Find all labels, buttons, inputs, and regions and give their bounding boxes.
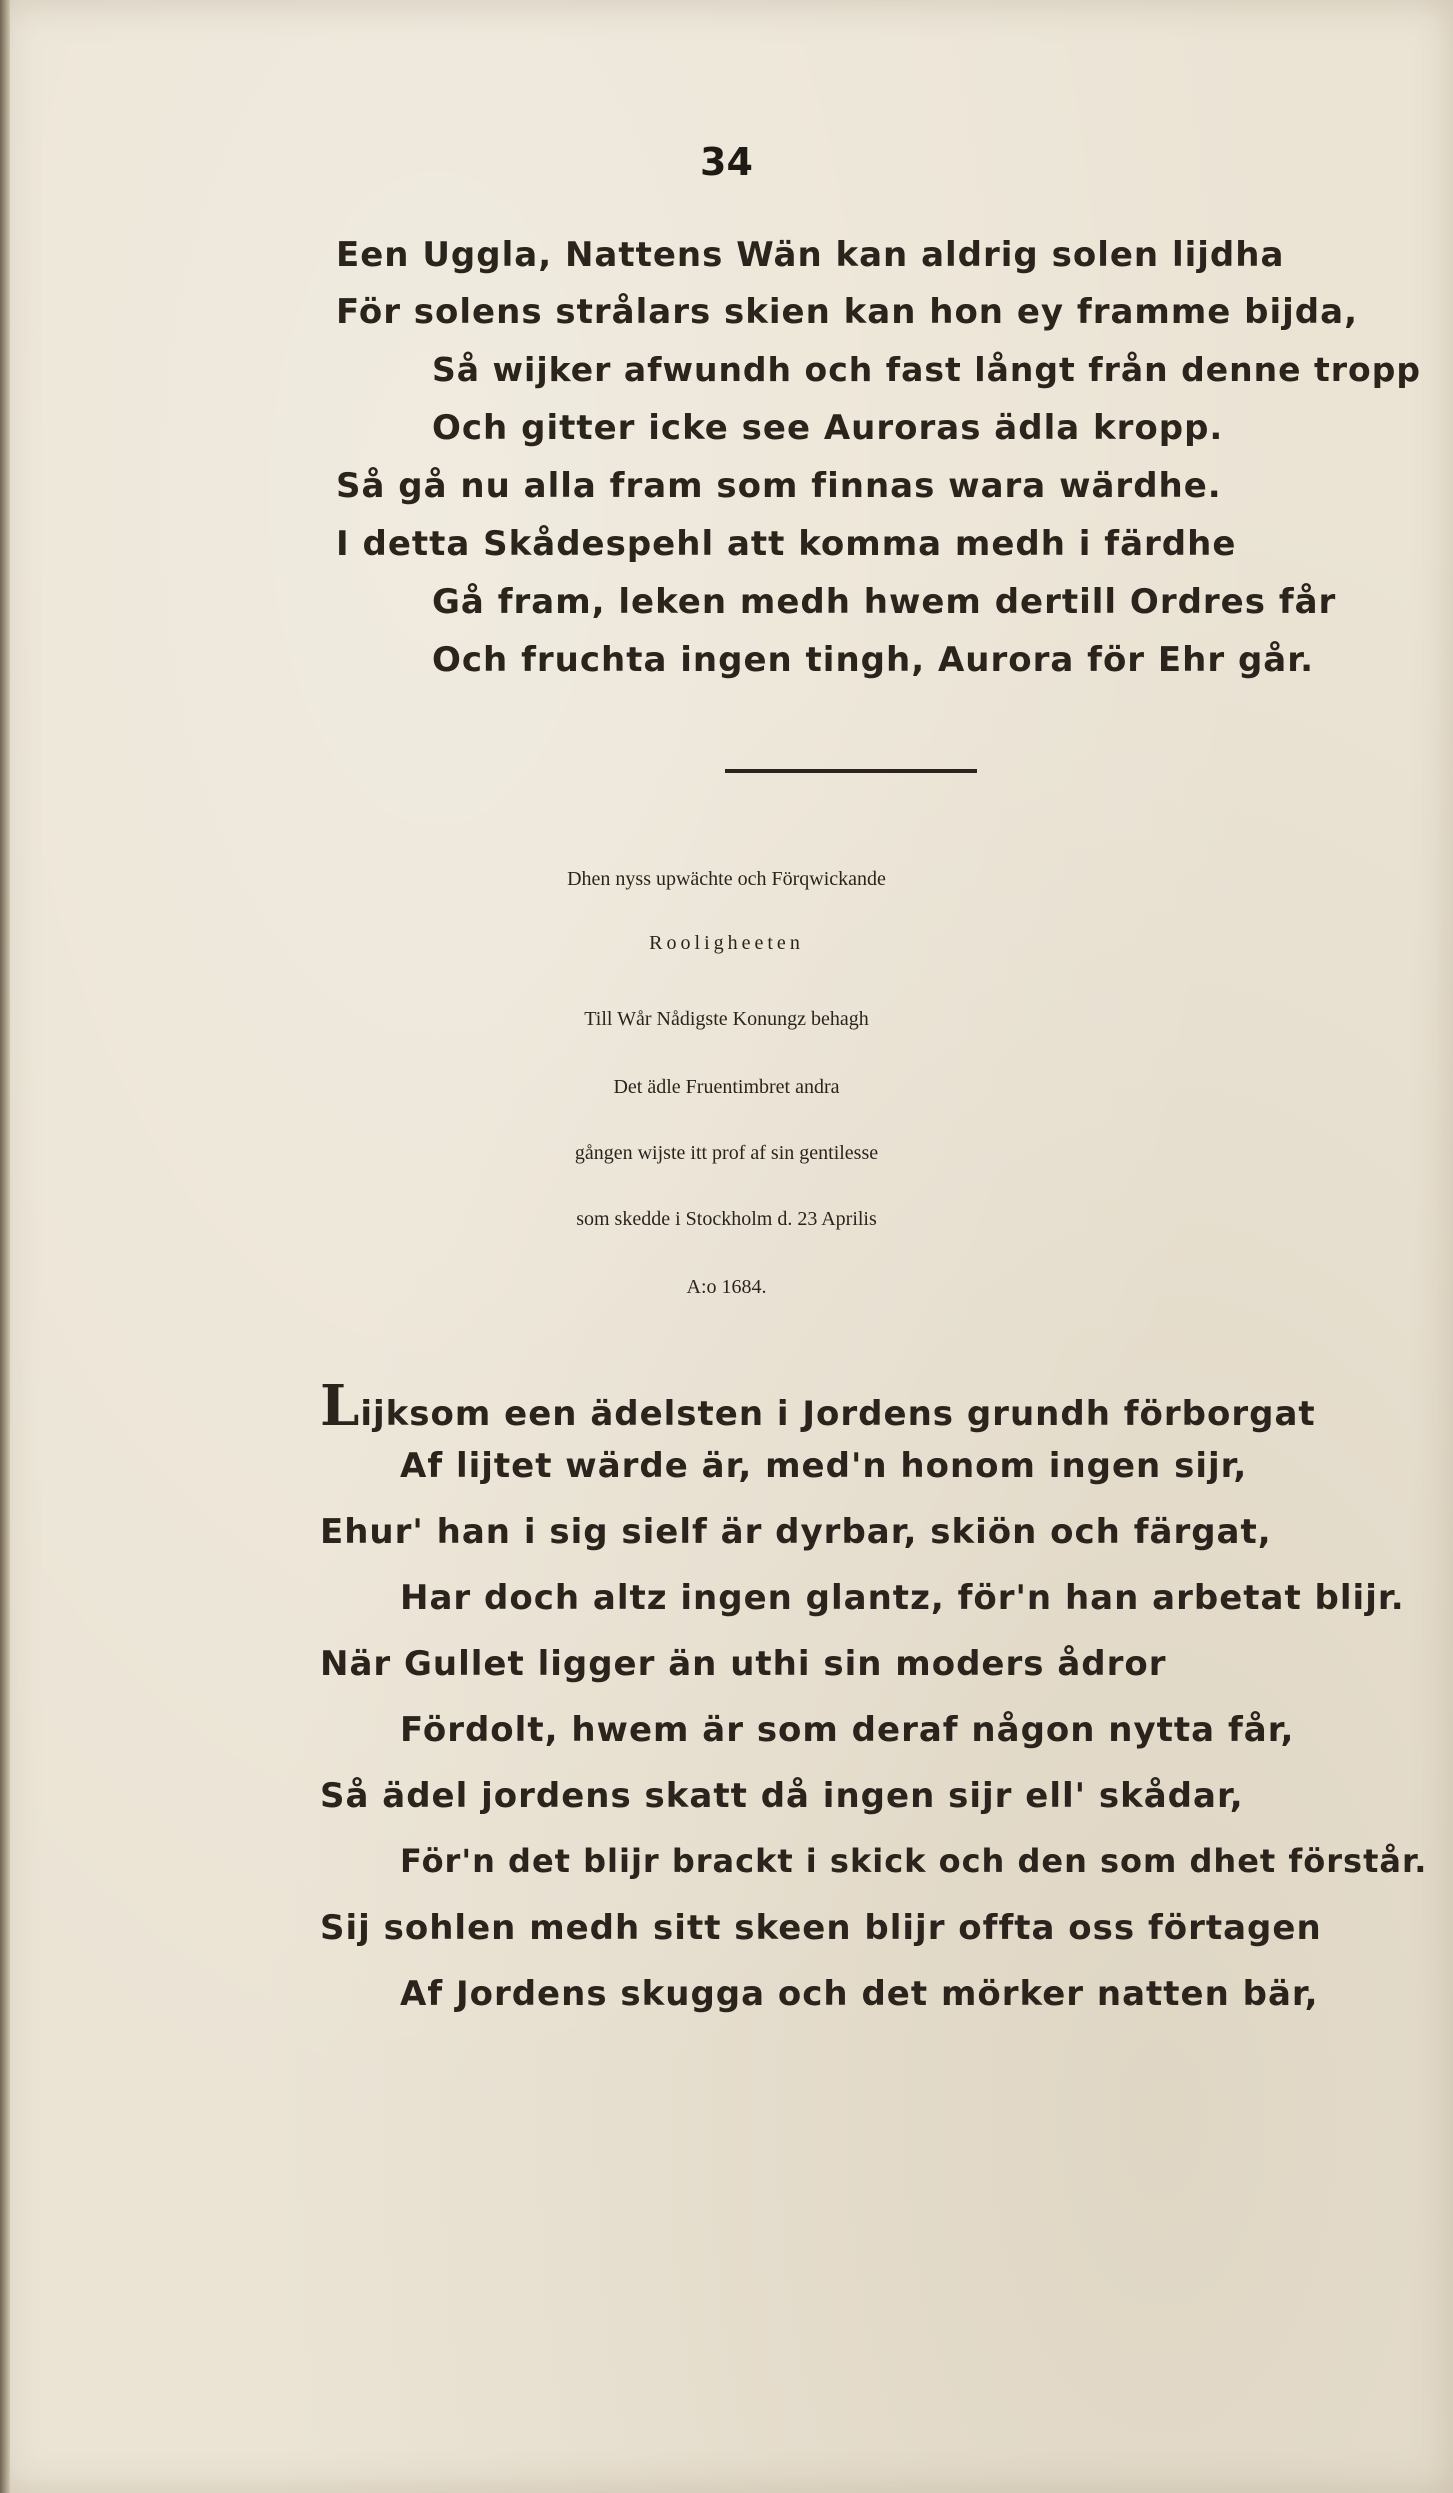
verse2-line-3: Ehur' han i sig sielf är dyrbar, skiön och färgat, (320, 1512, 1272, 1552)
verse2-line-2: Af lijtet wärde är, med'n honom ingen sijr, (400, 1446, 1248, 1486)
verse2-line-4: Har doch altz ingen glantz, för'n han arbetat blijr. (400, 1578, 1405, 1618)
title-line-1: Dhen nyss upwächte och Förqwickande (567, 868, 886, 890)
drop-cap: L (320, 1373, 361, 1439)
verse2-line-1-text: ijksom een ädelsten i Jordens grundh förborgat (360, 1394, 1316, 1434)
verse1-line-2: För solens strålars skien kan hon ey framme bijda, (336, 292, 1359, 332)
verse1-line-5: Så gå nu alla fram som finnas wara wärdhe. (336, 466, 1222, 506)
verse1-line-7: Gå fram, leken medh hwem dertill Ordres får (432, 582, 1337, 622)
page-number: 34 (700, 140, 753, 184)
verse1-line-6: I detta Skådespehl att komma medh i färdhe (336, 524, 1237, 564)
verse2-line-5: När Gullet ligger än uthi sin moders ådror (320, 1644, 1167, 1684)
verse2-line-8: För'n det blijr brackt i skick och den som dhet förstår. (400, 1842, 1428, 1880)
title-line-6: som skedde i Stockholm d. 23 Aprilis (576, 1208, 877, 1230)
section-divider (725, 769, 977, 773)
title-line-2: Rooligheeten (649, 932, 804, 954)
verse1-line-3: Så wijker afwundh och fast långt från denne tropp (432, 350, 1421, 389)
verse1-line-1: Een Uggla, Nattens Wän kan aldrig solen lijdha (336, 235, 1285, 275)
verse2-line-10: Af Jordens skugga och det mörker natten bär, (400, 1974, 1319, 2014)
title-line-4: Det ädle Fruentimbret andra (613, 1076, 840, 1098)
verse2-line-7: Så ädel jordens skatt då ingen sijr ell' skådar, (320, 1776, 1244, 1816)
title-line-3: Till Wår Nådigste Konungz behagh (584, 1008, 869, 1030)
verse1-line-8: Och fruchta ingen tingh, Aurora för Ehr går. (432, 640, 1315, 680)
title-line-5: gången wijste itt prof af sin gentilesse (574, 1142, 879, 1164)
page-edge-shadow (0, 0, 10, 2493)
verse2-line-1 (320, 1373, 1316, 1439)
title-line-7: A:o 1684. (686, 1276, 767, 1298)
verse1-line-4: Och gitter icke see Auroras ädla kropp. (432, 408, 1224, 448)
verse2-line-9: Sij sohlen medh sitt skeen blijr offta oss förtagen (320, 1908, 1322, 1948)
verse2-line-6: Fördolt, hwem är som deraf någon nytta får, (400, 1710, 1295, 1750)
